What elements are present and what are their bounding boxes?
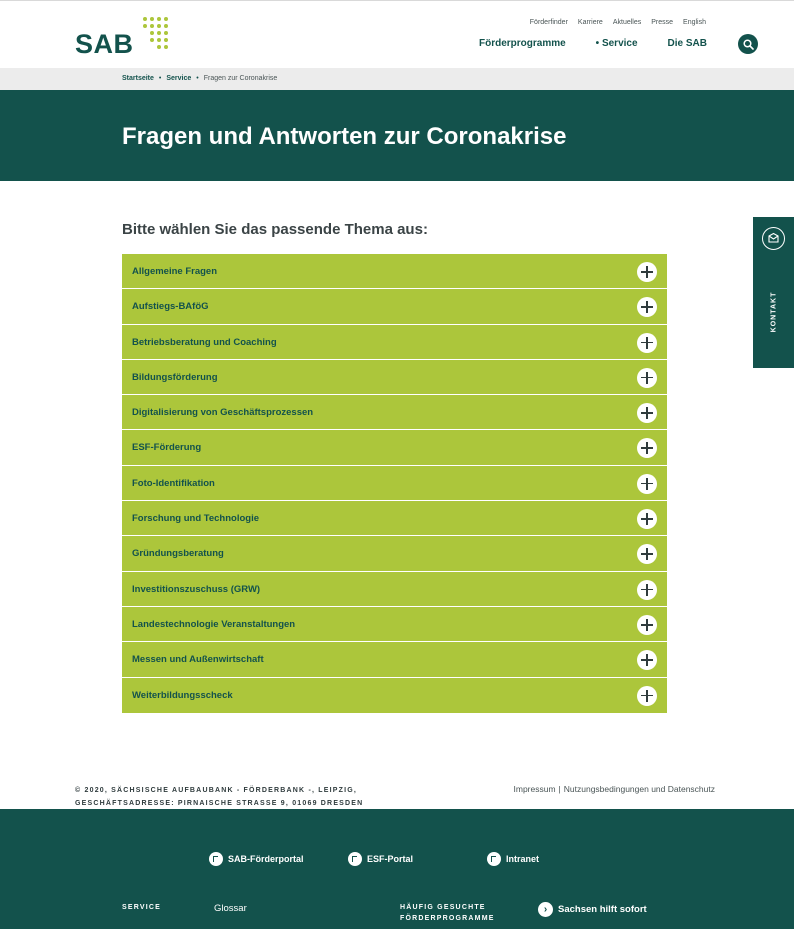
- footer-heading-foerderprogramme: [400, 902, 495, 924]
- accordion-item-label: Betriebsberatung und Coaching: [132, 336, 277, 348]
- meta-nav-foerderfinder[interactable]: Förderfinder: [529, 19, 568, 26]
- nav-foerderprogramme[interactable]: Förderprogramme: [478, 38, 566, 49]
- accordion-item-gruendungsberatung[interactable]: [122, 536, 667, 571]
- accordion-item-esf-foerderung[interactable]: [122, 430, 667, 465]
- accordion-item-label: Digitalisierung von Geschäftsprozessen: [132, 407, 314, 419]
- accordion-item-label: Gründungsberatung: [132, 548, 224, 560]
- nutzungsbedingungen-link[interactable]: Nutzungsbedingungen und Datenschutz: [563, 784, 715, 794]
- accordion-item-allgemeine-fragen[interactable]: [122, 254, 667, 289]
- portal-label: Intranet: [506, 854, 540, 864]
- copyright: [75, 784, 363, 810]
- sab-foerderportal-link[interactable]: [209, 852, 304, 866]
- meta-navigation: [530, 19, 706, 26]
- accordion-item-label: Bildungsförderung: [132, 371, 218, 383]
- plus-icon[interactable]: [637, 438, 657, 458]
- meta-nav-presse[interactable]: Presse: [651, 19, 674, 26]
- hero-banner: [0, 90, 794, 181]
- breadcrumb-service[interactable]: Service: [166, 75, 192, 82]
- accordion-item-investitionszuschuss[interactable]: [122, 572, 667, 607]
- plus-icon[interactable]: [637, 333, 657, 353]
- plus-icon[interactable]: [637, 262, 657, 282]
- logo-text: SAB: [75, 29, 134, 59]
- accordion-item-label: Allgemeine Fragen: [132, 266, 217, 277]
- portal-label: ESF-Portal: [367, 854, 414, 864]
- external-link-icon: [348, 852, 362, 866]
- plus-icon[interactable]: [637, 650, 657, 670]
- accordion-item-weiterbildungsscheck[interactable]: [122, 678, 667, 713]
- plus-icon[interactable]: [637, 474, 657, 494]
- intranet-link[interactable]: [487, 852, 539, 866]
- copyright-line-2: GESCHÄFTSADRESSE: PIRNAISCHE STRASSE 9, 01069 DRESDEN: [75, 800, 364, 807]
- copyright-line-1: © 2020, SÄCHSISCHE AUFBAUBANK - FÖRDERBANK -, LEIPZIG,: [75, 787, 358, 794]
- plus-icon[interactable]: [637, 403, 657, 423]
- accordion-item-label: Messen und Außenwirtschaft: [132, 654, 264, 666]
- plus-icon[interactable]: [637, 368, 657, 388]
- accordion-item-label: Aufstiegs-BAföG: [132, 301, 209, 313]
- contact-icon: [762, 227, 785, 250]
- footer-heading-line-2: FÖRDERPROGRAMME: [400, 915, 495, 922]
- external-link-icon: [209, 852, 223, 866]
- meta-nav-karriere[interactable]: Karriere: [577, 19, 603, 26]
- plus-icon[interactable]: [637, 544, 657, 564]
- accordion-item-bildungsfoerderung[interactable]: [122, 360, 667, 395]
- accordion-item-label: Investitionszuschuss (GRW): [132, 583, 261, 595]
- meta-nav-english[interactable]: English: [683, 19, 706, 26]
- topic-accordion: [122, 254, 667, 713]
- accordion-item-label: ESF-Förderung: [132, 442, 202, 454]
- accordion-item-label: Forschung und Technologie: [132, 513, 260, 525]
- plus-icon[interactable]: [637, 509, 657, 529]
- accordion-item-foto-identifikation[interactable]: [122, 466, 667, 501]
- accordion-item-betriebsberatung[interactable]: [122, 325, 667, 360]
- glossar-link[interactable]: Glossar: [214, 903, 247, 914]
- plus-icon[interactable]: [637, 686, 657, 706]
- portal-label: SAB-Förderportal: [228, 854, 304, 864]
- accordion-item-digitalisierung[interactable]: [122, 395, 667, 430]
- chevron-right-icon: ›: [538, 902, 553, 917]
- impressum-link[interactable]: Impressum: [513, 784, 556, 794]
- breadcrumb-home[interactable]: Startseite: [122, 75, 154, 82]
- kontakt-label: KONTAKT: [770, 291, 778, 333]
- main-navigation: [479, 38, 707, 49]
- plus-icon[interactable]: [637, 615, 657, 635]
- page-title: Fragen und Antworten zur Coronakrise: [122, 123, 567, 150]
- topic-prompt: Bitte wählen Sie das passende Thema aus:: [122, 221, 428, 238]
- site-footer: [0, 809, 794, 929]
- logo-dots-icon: [136, 17, 168, 49]
- footer-heading-line-1: HÄUFIG GESUCHTE: [400, 904, 486, 911]
- accordion-item-landestechnologie[interactable]: [122, 607, 667, 642]
- legal-separator: |: [558, 784, 561, 794]
- accordion-item-forschung[interactable]: [122, 501, 667, 536]
- sachsen-hilft-sofort-link[interactable]: [538, 902, 647, 917]
- plus-icon[interactable]: [637, 580, 657, 600]
- footer-heading-service: SERVICE: [122, 904, 162, 911]
- sab-logo[interactable]: [75, 17, 168, 58]
- search-icon: [743, 39, 754, 50]
- nav-service[interactable]: • Service: [595, 38, 638, 49]
- accordion-item-messen[interactable]: [122, 642, 667, 677]
- breadcrumb: [0, 68, 794, 90]
- site-header: [0, 3, 794, 68]
- breadcrumb-separator: •: [196, 75, 199, 82]
- accordion-item-aufstiegs-bafoeg[interactable]: [122, 289, 667, 324]
- sachsen-label: Sachsen hilft sofort: [558, 904, 647, 915]
- accordion-item-label: Landestechnologie Veranstaltungen: [132, 618, 296, 630]
- breadcrumb-separator: •: [158, 75, 162, 82]
- search-button[interactable]: [738, 34, 758, 54]
- meta-nav-aktuelles[interactable]: Aktuelles: [612, 19, 642, 26]
- legal-links: [514, 784, 716, 794]
- lock-icon: [487, 852, 501, 866]
- kontakt-tab[interactable]: [753, 217, 794, 368]
- breadcrumb-current: Fragen zur Coronakrise: [203, 75, 278, 82]
- nav-die-sab[interactable]: Die SAB: [667, 38, 707, 49]
- plus-icon[interactable]: [637, 297, 657, 317]
- esf-portal-link[interactable]: [348, 852, 413, 866]
- accordion-item-label: Weiterbildungsscheck: [132, 689, 233, 701]
- accordion-item-label: Foto-Identifikation: [132, 477, 215, 489]
